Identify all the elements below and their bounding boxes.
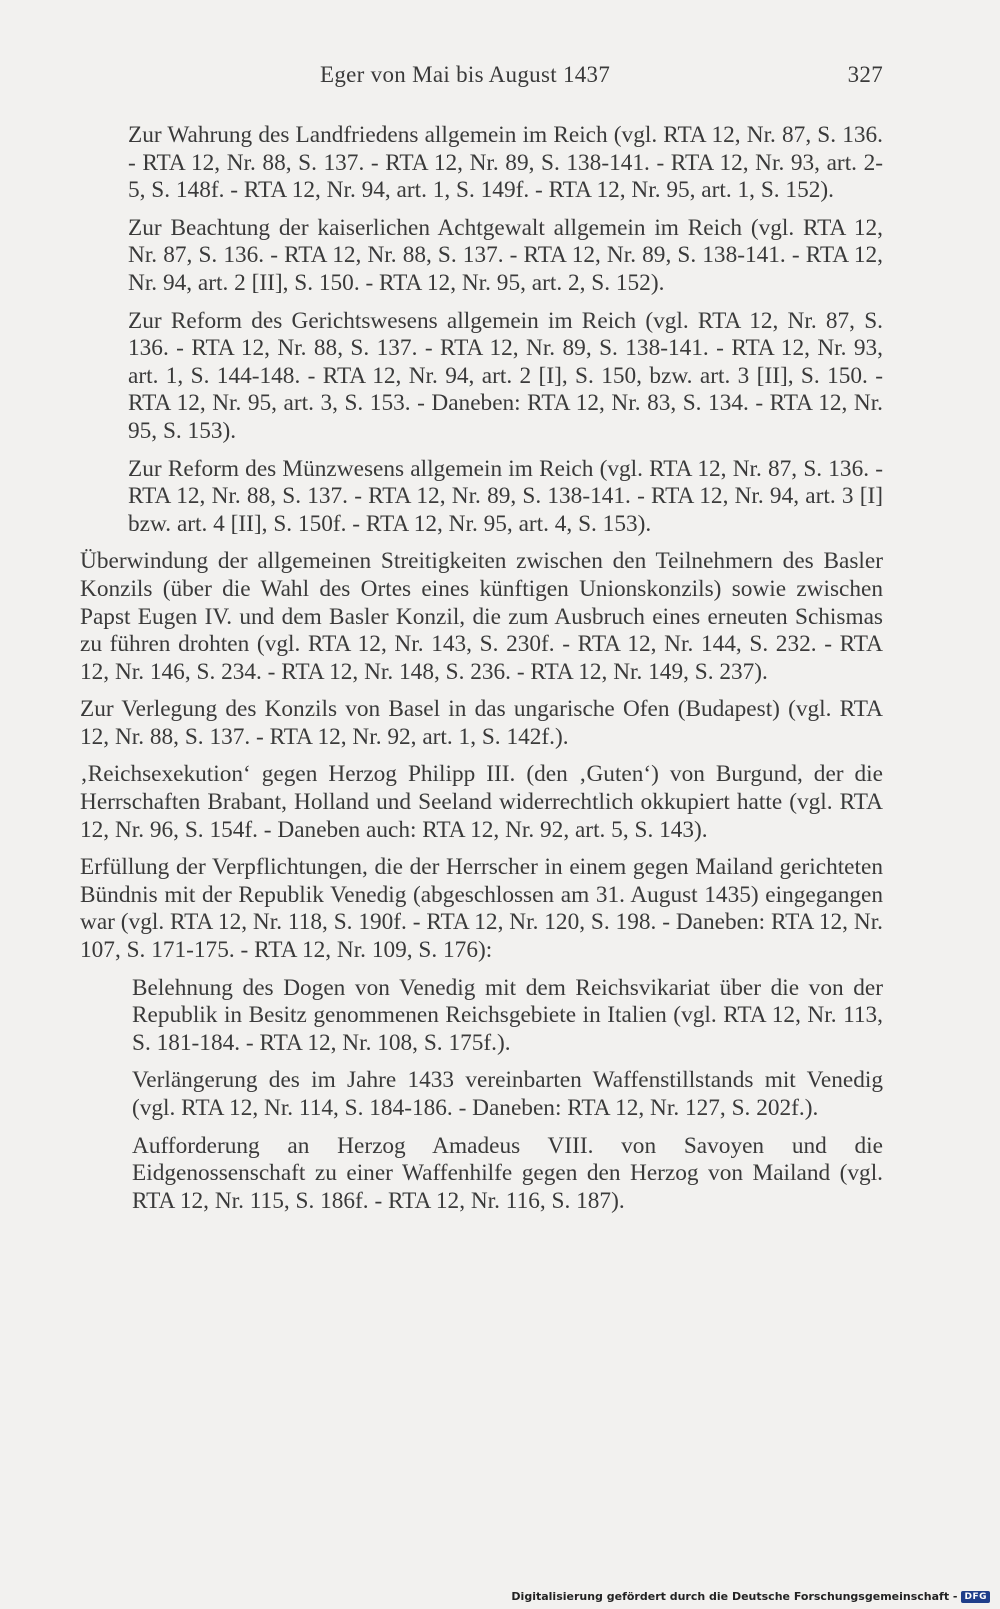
page-header (80, 62, 883, 102)
paragraph: Zur Wahrung des Landfriedens allgemein im Reich (vgl. RTA 12, Nr. 87, S. 136. - RTA 12, Nr. 88, S. 137. - RTA 12, Nr. 89, S. 138-141. - RTA 12, Nr. 93, art. 2-5, S. 148f. - RTA 12, Nr. 94, art. 1, S. 149f. - RTA 12, Nr. 95, art. 1, S. 152). (128, 122, 883, 204)
paragraph: Zur Reform des Münzwesens allgemein im Reich (vgl. RTA 12, Nr. 87, S. 136. - RTA 12, Nr. 88, S. 137. - RTA 12, Nr. 89, S. 138-141. - RTA 12, Nr. 94, art. 3 [I] bzw. art. 4 [II], S. 150f. - RTA 12, Nr. 95, art. 4, S. 153). (128, 455, 883, 537)
paragraph: Erfüllung der Verpflichtungen, die der Herrscher in einem gegen Mailand gerichteten Bündnis mit der Republik Venedig (abgeschlossen am 31. August 1435) eingegangen war (vgl. RTA 12, Nr. 118, S. 190f. - RTA 12, Nr. 120, S. 198. - Daneben: RTA 12, Nr. 107, S. 171-175. - RTA 12, Nr. 109, S. 176): (80, 854, 883, 964)
paragraph: Zur Beachtung der kaiserlichen Achtgewalt allgemein im Reich (vgl. RTA 12, Nr. 87, S. 136. - RTA 12, Nr. 88, S. 137. - RTA 12, Nr. 89, S. 138-141. - RTA 12, Nr. 94, art. 2 [II], S. 150. - RTA 12, Nr. 95, art. 2, S. 152). (128, 214, 883, 296)
body-text (80, 122, 883, 1225)
paragraph: Zur Verlegung des Konzils von Basel in das ungarische Ofen (Budapest) (vgl. RTA 12, Nr. 88, S. 137. - RTA 12, Nr. 92, art. 1, S. 142f.). (80, 696, 883, 750)
page-number: 327 (847, 62, 883, 87)
running-title: Eger von Mai bis August 1437 (320, 62, 611, 87)
dfg-logo-icon: DFG (961, 1591, 990, 1603)
paragraph: Überwindung der allgemeinen Streitigkeiten zwischen den Teilnehmern des Basler Konzils (über die Wahl des Ortes eines künftigen Unionskonzils) sowie zwischen Papst Eugen IV. und dem Basler Konzil, die zum Ausbruch eines erneuten Schismas zu führen drohten (vgl. RTA 12, Nr. 143, S. 230f. - RTA 12, Nr. 144, S. 232. - RTA 12, Nr. 146, S. 234. - RTA 12, Nr. 148, S. 236. - RTA 12, Nr. 149, S. 237). (80, 548, 883, 685)
paragraph: Verlängerung des im Jahre 1433 vereinbarten Waffenstillstands mit Venedig (vgl. RTA 12, Nr. 114, S. 184-186. - Daneben: RTA 12, Nr. 127, S. 202f.). (132, 1067, 883, 1121)
paragraph: Aufforderung an Herzog Amadeus VIII. von Savoyen und die Eidgenossenschaft zu einer Waffenhilfe gegen den Herzog von Mailand (vgl. RTA 12, Nr. 115, S. 186f. - RTA 12, Nr. 116, S. 187). (132, 1132, 883, 1214)
paragraph: Zur Reform des Gerichtswesens allgemein im Reich (vgl. RTA 12, Nr. 87, S. 136. - RTA 12, Nr. 88, S. 137. - RTA 12, Nr. 89, S. 138-141. - RTA 12, Nr. 93, art. 1, S. 144-148. - RTA 12, Nr. 94, art. 2 [I], S. 150, bzw. art. 3 [II], S. 150. - RTA 12, Nr. 95, art. 3, S. 153. - Daneben: RTA 12, Nr. 83, S. 134. - RTA 12, Nr. 95, S. 153). (128, 307, 883, 444)
paragraph: Belehnung des Dogen von Venedig mit dem Reichsvikariat über die von der Republik in Besitz genommenen Reichsgebiete in Italien (vgl. RTA 12, Nr. 113, S. 181-184. - RTA 12, Nr. 108, S. 175f.). (132, 974, 883, 1056)
paragraph: ‚Reichsexekution‘ gegen Herzog Philipp III. (den ‚Guten‘) von Burgund, der die Herrschaften Brabant, Holland und Seeland widerrechtlich okkupiert hatte (vgl. RTA 12, Nr. 96, S. 154f. - Daneben auch: RTA 12, Nr. 92, art. 5, S. 143). (80, 761, 883, 843)
digitization-credit (511, 1590, 990, 1603)
credit-text: Digitalisierung gefördert durch die Deutsche Forschungsgemeinschaft - (511, 1590, 958, 1603)
